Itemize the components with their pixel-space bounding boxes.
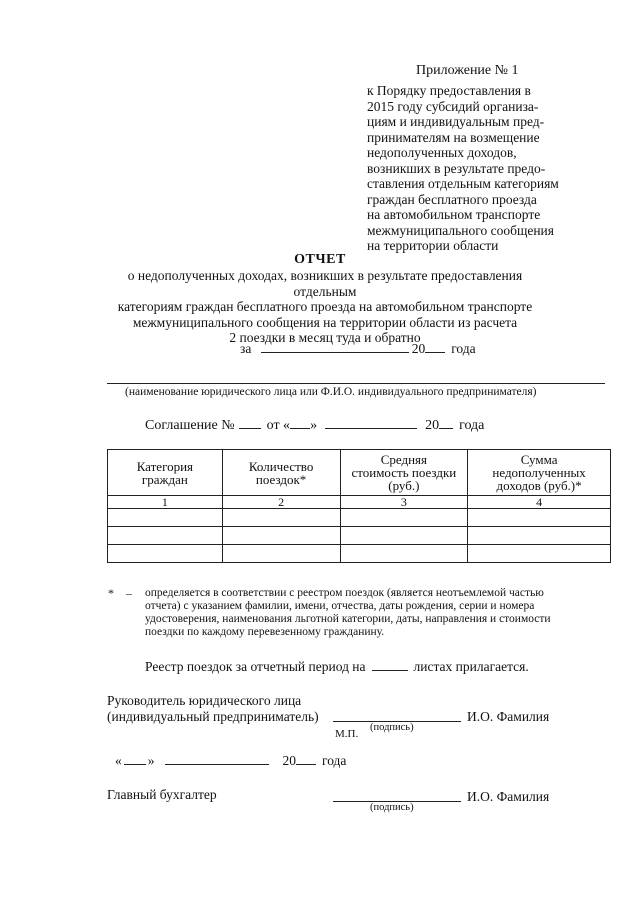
- agreement-suffix: года: [459, 418, 485, 433]
- signature-date: [115, 752, 346, 769]
- report-subtitle-line: категориям граждан бесплатного проезда на автомобильном транспорте: [117, 299, 533, 314]
- registry-line: [145, 658, 529, 675]
- date-suffix: года: [322, 753, 347, 768]
- header-trips-line: Количество: [248, 458, 314, 474]
- header-trips: [222, 450, 340, 496]
- column-number: 2: [222, 496, 340, 509]
- agreement-number-blank[interactable]: [239, 416, 261, 429]
- appendix-line: к Порядку предоставления в: [367, 83, 531, 98]
- agreement-year-prefix: 20: [425, 418, 440, 433]
- date-year-prefix: 20: [282, 753, 296, 768]
- period-year-prefix: 20: [411, 341, 426, 356]
- column-number: 1: [108, 496, 223, 509]
- appendix-text: [367, 83, 592, 254]
- appendix-line: 2015 году субсидий организа-: [367, 98, 539, 114]
- report-period: [240, 340, 476, 357]
- table-cell[interactable]: [108, 545, 223, 563]
- registry-suffix: листах прилагается.: [413, 659, 529, 674]
- period-suffix: года: [451, 341, 476, 356]
- head-title-line: Руководитель юридического лица: [107, 693, 302, 708]
- table-cell[interactable]: [340, 527, 468, 545]
- header-trips-line: поездок*: [255, 471, 307, 487]
- report-subtitle-line: о недополученных доходах, возникших в результате предоставления отдельным: [127, 268, 523, 299]
- table-cell[interactable]: [468, 545, 611, 563]
- table-cell[interactable]: [340, 545, 468, 563]
- table-cell[interactable]: [468, 527, 611, 545]
- report-table: [107, 449, 611, 563]
- table-cell[interactable]: [108, 527, 223, 545]
- header-category-line: граждан: [141, 471, 188, 487]
- appendix-line: циям и индивидуальным пред-: [367, 114, 545, 129]
- agreement-quote-close: »: [310, 418, 318, 433]
- organization-name-line[interactable]: [107, 383, 605, 384]
- accountant-signature-caption: (подпись): [370, 802, 414, 813]
- column-number: 3: [340, 496, 468, 509]
- report-subtitle-line: межмуниципального сообщения на территории области из расчета: [132, 314, 518, 330]
- footnote-line: определяется в соответствии с реестром поездок (является неотъемлемой частью: [145, 587, 544, 599]
- table-row: [108, 509, 611, 527]
- header-avg-cost: [340, 450, 468, 496]
- agreement-year-blank[interactable]: [439, 416, 453, 429]
- appendix-line: межмуниципального сообщения: [367, 222, 554, 238]
- head-title-line: (индивидуальный предприниматель): [107, 709, 319, 724]
- header-avg-cost-line: (руб.): [388, 478, 420, 493]
- header-lost-income-line: доходов (руб.)*: [496, 478, 582, 493]
- head-signature-caption: (подпись): [370, 722, 414, 733]
- period-year-blank[interactable]: [425, 340, 445, 353]
- header-category: [108, 450, 223, 496]
- appendix-line: принимателям на возмещение: [367, 129, 540, 145]
- agreement-day-blank[interactable]: [290, 416, 310, 429]
- stamp-label: М.П.: [335, 728, 359, 740]
- table-cell[interactable]: [222, 527, 340, 545]
- date-open: «: [115, 753, 122, 768]
- header-avg-cost-line: Средняя: [380, 452, 427, 467]
- header-lost-income-line: Сумма: [520, 452, 558, 467]
- registry-prefix: Реестр поездок за отчетный период на: [145, 659, 366, 674]
- footnote-dash: –: [126, 586, 132, 600]
- table-cell[interactable]: [108, 509, 223, 527]
- table-row: [108, 545, 611, 563]
- accountant-name: И.О. Фамилия: [467, 789, 550, 804]
- head-name: И.О. Фамилия: [467, 709, 550, 724]
- agreement-from: от «: [266, 418, 291, 433]
- table-cell[interactable]: [222, 509, 340, 527]
- accountant-title: Главный бухгалтер: [107, 787, 217, 802]
- table-header-row: [108, 450, 611, 496]
- report-subtitle-line: 2 поездки в месяц туда и обратно: [229, 330, 421, 345]
- report-subtitle: [95, 268, 555, 346]
- table-cell[interactable]: [468, 509, 611, 527]
- header-category-line: Категория: [136, 458, 194, 474]
- footnote-line: удостоверения, наименования льготной категории, даты, направления и стоимости: [145, 613, 551, 625]
- appendix-line: ставления отдельным категориям: [367, 176, 559, 191]
- appendix-line: на территории области: [367, 238, 499, 253]
- date-close: »: [147, 753, 155, 768]
- footnote-text: [145, 587, 605, 639]
- agreement-month-blank[interactable]: [325, 416, 417, 429]
- appendix-line: граждан бесплатного проезда: [367, 191, 537, 207]
- table-cell[interactable]: [340, 509, 468, 527]
- column-number: 4: [468, 496, 611, 509]
- report-title: ОТЧЕТ: [294, 252, 346, 267]
- agreement-label: Соглашение №: [145, 418, 235, 433]
- table-column-numbers-row: [108, 496, 611, 509]
- appendix-title: Приложение № 1: [416, 63, 519, 78]
- date-day-blank[interactable]: [124, 752, 146, 765]
- appendix-line: возникших в результате предо-: [367, 160, 546, 176]
- head-title: [107, 693, 319, 725]
- agreement-line: [145, 416, 484, 434]
- header-lost-income: [468, 450, 611, 496]
- organization-caption: (наименование юридического лица или Ф.И.О. индивидуального предпринимателя): [125, 386, 537, 398]
- appendix-line: недополученных доходов,: [367, 145, 517, 160]
- date-month-blank[interactable]: [165, 752, 269, 765]
- period-prefix: за: [240, 341, 252, 356]
- footnote-line: отчета) с указанием фамилии, имени, отчества, даты рождения, серии и номера: [145, 600, 535, 612]
- footnote-star: *: [108, 586, 114, 600]
- header-avg-cost-line: стоимость поездки: [351, 465, 457, 480]
- table-row: [108, 527, 611, 545]
- header-lost-income-line: недополученных: [492, 465, 586, 480]
- footnote-line: поездки по каждому перевезенному гражданину.: [145, 626, 385, 638]
- registry-sheets-blank[interactable]: [372, 658, 408, 671]
- appendix-line: на автомобильном транспорте: [367, 207, 541, 222]
- period-blank[interactable]: [261, 340, 409, 353]
- date-year-blank[interactable]: [296, 752, 316, 765]
- table-cell[interactable]: [222, 545, 340, 563]
